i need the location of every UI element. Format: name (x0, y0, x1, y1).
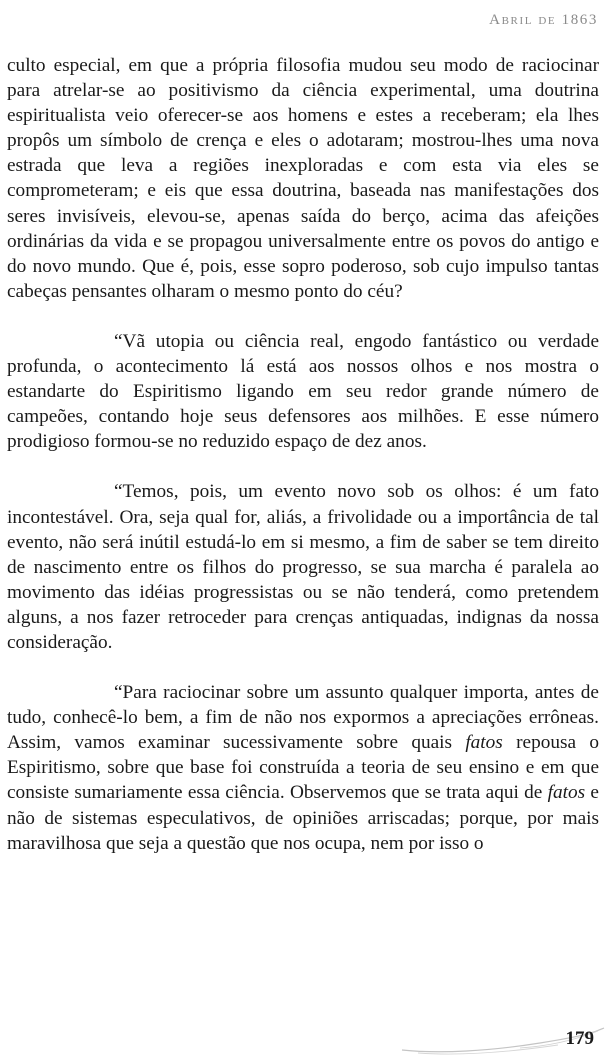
body-paragraph (7, 680, 599, 856)
running-head: Abril de 1863 (489, 12, 598, 28)
page-number: 179 (565, 1028, 594, 1049)
body-paragraph: “Temos, pois, um evento novo sob os olhos: é um fato incontestável. Ora, seja qual for, aliás, a frivolidade ou a importância de tal evento, não será inútil estudá-lo em si mesmo, a fim de saber se tem direito de nascimento entre os filhos do progresso, se sua marcha é paralela ao movimento das idéias progressistas ou se não tenderá, como pretendem alguns, a nos fazer retroceder para crenças antiquadas, indignas da nossa consideração. (7, 481, 599, 653)
text-segment: “Para raciocinar sobre um assunto qualquer importa, antes de tudo, conhecê-lo bem, a fim de não nos expormos a apreciações errôneas. Assim, vamos examinar sucessivamente sobre quais (7, 682, 599, 754)
text-segment: e não de sistemas especulativos, de opiniões arriscadas; porque, por mais maravilhosa que seja a questão que nos ocupa, nem por isso o (7, 782, 599, 854)
body-paragraph: culto especial, em que a própria filosofia mudou seu modo de raciocinar para atrelar-se ao positivismo da ciência experimental, uma doutrina espiritualista veio oferecer-se aos homens e estes a receberam; ela lhes propôs um símbolo de crença e eles o adotaram; mostrou-lhes uma nova estrada que leva a regiões inexploradas e com esta via eles se comprometeram; e eis que essa doutrina, baseada nas manifestações dos seres invisíveis, elevou-se, apenas saída do berço, acima das afeições ordinárias da vida e se propagou universalmente entre os povos do antigo e do novo mundo. Que é, pois, esse sopro poderoso, sob cujo impulso tantas cabeças pensantes olharam o mesmo ponto do céu? (7, 55, 599, 302)
text-segment: repousa o Espiritismo, sobre que base foi construída a teoria de seu ensino e em que consiste sumariamente essa ciência. Observemos que se trata aqui de (7, 732, 599, 804)
page-body (7, 53, 599, 856)
body-paragraph: “Vã utopia ou ciência real, engodo fantástico ou verdade profunda, o acontecimento lá está aos nossos olhos e nos mostra o estandarte do Espiritismo ligando em seu redor grande número de campeões, contando hoje seus defensores aos milhões. E esse número prodigioso formou-se no reduzido espaço de dez anos. (7, 330, 599, 453)
emphasis-fatos: fatos (465, 732, 503, 754)
emphasis-fatos: fatos (547, 782, 586, 804)
